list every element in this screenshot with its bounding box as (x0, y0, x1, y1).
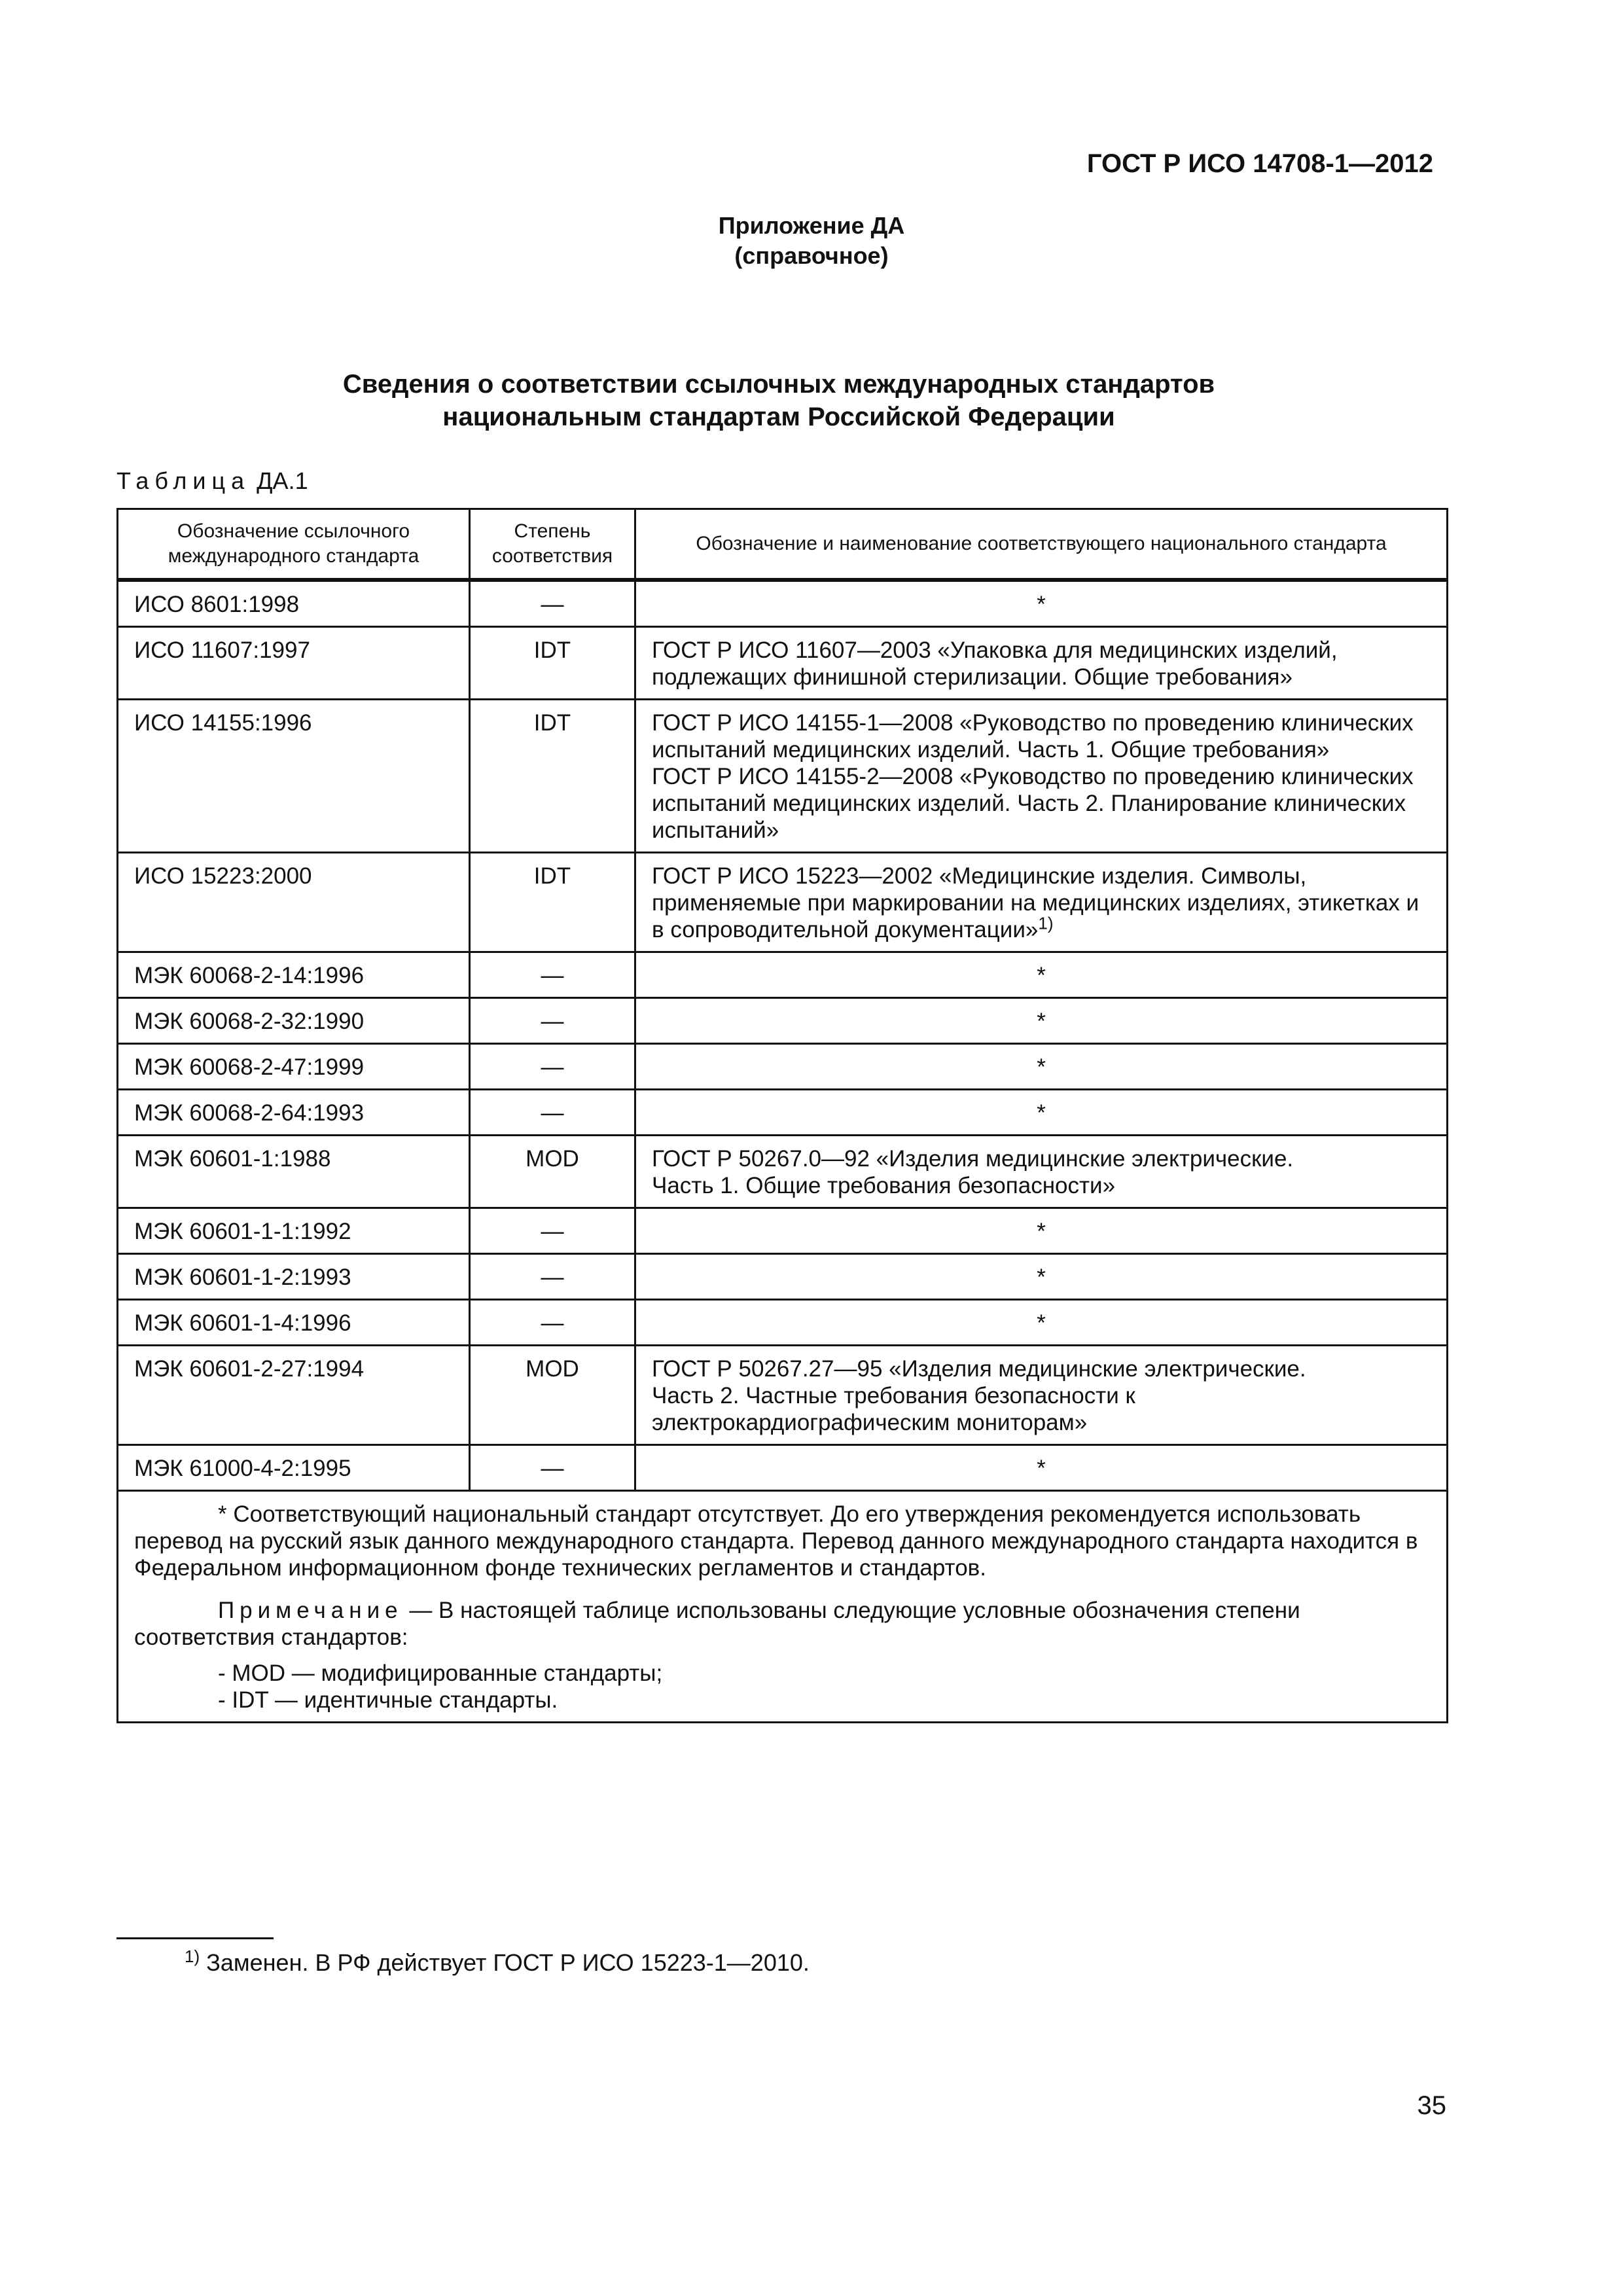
cell-ref: МЭК 60601-2-27:1994 (118, 1346, 470, 1445)
cell-national: * (635, 998, 1448, 1044)
note-paragraph (134, 1597, 1431, 1651)
asterisk-note: * Соответствующий национальный стандарт отсутствует. До его утверждения рекомендуется использовать перевод на русский язык данного международного стандарта. Перевод данного международного стандарта находится в Федеральном информационном фонде технических регламентов и стандартов. (134, 1501, 1418, 1581)
table-row (118, 580, 1448, 627)
cell-degree: — (470, 1044, 635, 1090)
cell-ref: МЭК 61000-4-2:1995 (118, 1445, 470, 1491)
table-row (118, 1090, 1448, 1136)
table-row (118, 627, 1448, 700)
cell-ref: МЭК 60601-1:1988 (118, 1136, 470, 1208)
footnote-number: 1) (185, 1946, 200, 1966)
table-row (118, 1346, 1448, 1445)
table-caption-word: Таблица (116, 467, 251, 494)
cell-national: * (635, 1254, 1448, 1300)
table-caption (116, 467, 308, 495)
table-row (118, 1300, 1448, 1346)
table-row (118, 1445, 1448, 1491)
cell-degree: MOD (470, 1136, 635, 1208)
cell-ref: МЭК 60068-2-32:1990 (118, 998, 470, 1044)
section-title-line-2: национальным стандартам Российской Федерации (442, 403, 1115, 431)
header-national-standard: Обозначение и наименование соответствующего национального стандарта (635, 509, 1448, 581)
footnote (185, 1948, 810, 1978)
cell-national-part-2: ГОСТ Р ИСО 14155-2—2008 «Руководство по проведению клинических испытаний медицинских изделий. Часть 2. Планирование клинических испытаний» (652, 764, 1414, 843)
section-title (0, 368, 1558, 433)
degree-legend-list (134, 1660, 1431, 1713)
cell-ref: МЭК 60068-2-47:1999 (118, 1044, 470, 1090)
footnote-mark: 1) (1038, 913, 1054, 933)
cell-national (635, 1136, 1448, 1208)
cell-national: * (635, 1044, 1448, 1090)
table-row (118, 1208, 1448, 1254)
section-title-line-1: Сведения о соответствии ссылочных международных стандартов (342, 370, 1215, 399)
table-caption-number: ДА.1 (257, 467, 308, 494)
note-label: Примечание (218, 1598, 403, 1623)
list-item: - IDT — идентичные стандарты. (218, 1687, 558, 1713)
cell-national: * (635, 1445, 1448, 1491)
cell-national-line-1: ГОСТ Р 50267.0—92 «Изделия медицинские электрические. (652, 1146, 1294, 1172)
cell-ref: ИСО 14155:1996 (118, 700, 470, 853)
cell-ref: МЭК 60601-1-4:1996 (118, 1300, 470, 1346)
cell-degree: MOD (470, 1346, 635, 1445)
cell-ref: МЭК 60601-1-2:1993 (118, 1254, 470, 1300)
cell-degree: IDT (470, 627, 635, 700)
cell-national: * (635, 952, 1448, 998)
footnote-text: Заменен. В РФ действует ГОСТ Р ИСО 15223-1—2010. (200, 1949, 810, 1976)
table-row (118, 952, 1448, 998)
cell-ref: МЭК 60068-2-14:1996 (118, 952, 470, 998)
table-row (118, 998, 1448, 1044)
cell-national-line-2: Часть 2. Частные требования безопасности к электрокардиографическим мониторам» (652, 1383, 1135, 1435)
cell-ref: ИСО 8601:1998 (118, 580, 470, 627)
cell-degree: — (470, 1445, 635, 1491)
cell-degree: — (470, 1254, 635, 1300)
cell-degree: — (470, 952, 635, 998)
header-degree: Степень соответствия (470, 509, 635, 581)
cell-national (635, 1346, 1448, 1445)
cell-national (635, 700, 1448, 853)
table-row (118, 1254, 1448, 1300)
document-code: ГОСТ Р ИСО 14708-1—2012 (1086, 149, 1433, 178)
cell-ref: МЭК 60068-2-64:1993 (118, 1090, 470, 1136)
cell-degree: IDT (470, 853, 635, 952)
note-text: — В настоящей таблице использованы следующие условные обозначения степени соответствия стандартов: (134, 1598, 1300, 1650)
cell-national-line-1: ГОСТ Р 50267.27—95 «Изделия медицинские электрические. (652, 1356, 1306, 1382)
cell-national-line-2: Часть 1. Общие требования безопасности» (652, 1173, 1116, 1198)
cell-national: ГОСТ Р ИСО 11607—2003 «Упаковка для медицинских изделий, подлежащих финишной стерилизации. Общие требования» (635, 627, 1448, 700)
cell-national (635, 853, 1448, 952)
table-row (118, 1136, 1448, 1208)
cell-degree: — (470, 1300, 635, 1346)
footnote-divider (116, 1937, 274, 1939)
cell-national: * (635, 1208, 1448, 1254)
table-notes-row (118, 1491, 1448, 1723)
table-header-row (118, 509, 1448, 581)
table-row (118, 700, 1448, 853)
annex-title: Приложение ДА (718, 212, 905, 239)
cell-ref: МЭК 60601-1-1:1992 (118, 1208, 470, 1254)
cell-degree: — (470, 1208, 635, 1254)
cell-ref: ИСО 11607:1997 (118, 627, 470, 700)
list-item: - MOD — модифицированные стандарты; (218, 1660, 663, 1686)
cell-ref: ИСО 15223:2000 (118, 853, 470, 952)
cell-national-part-1: ГОСТ Р ИСО 14155-1—2008 «Руководство по проведению клинических испытаний медицинских изделий. Часть 1. Общие требования» (652, 710, 1414, 762)
cell-national-text: ГОСТ Р ИСО 15223—2002 «Медицинские изделия. Символы, применяемые при маркировании на медицинских изделиях, этикетках и в сопроводительной документации» (652, 863, 1419, 942)
table-row (118, 853, 1448, 952)
cell-national: * (635, 1090, 1448, 1136)
table-notes (118, 1491, 1448, 1723)
cell-degree: — (470, 580, 635, 627)
table-row (118, 1044, 1448, 1090)
annex-note: (справочное) (734, 242, 889, 269)
header-ref-standard: Обозначение ссылочного международного стандарта (118, 509, 470, 581)
correspondence-table (116, 508, 1448, 1723)
cell-degree: IDT (470, 700, 635, 853)
cell-degree: — (470, 1090, 635, 1136)
cell-national: * (635, 580, 1448, 627)
cell-degree: — (470, 998, 635, 1044)
cell-national: * (635, 1300, 1448, 1346)
page-number: 35 (1417, 2091, 1446, 2120)
